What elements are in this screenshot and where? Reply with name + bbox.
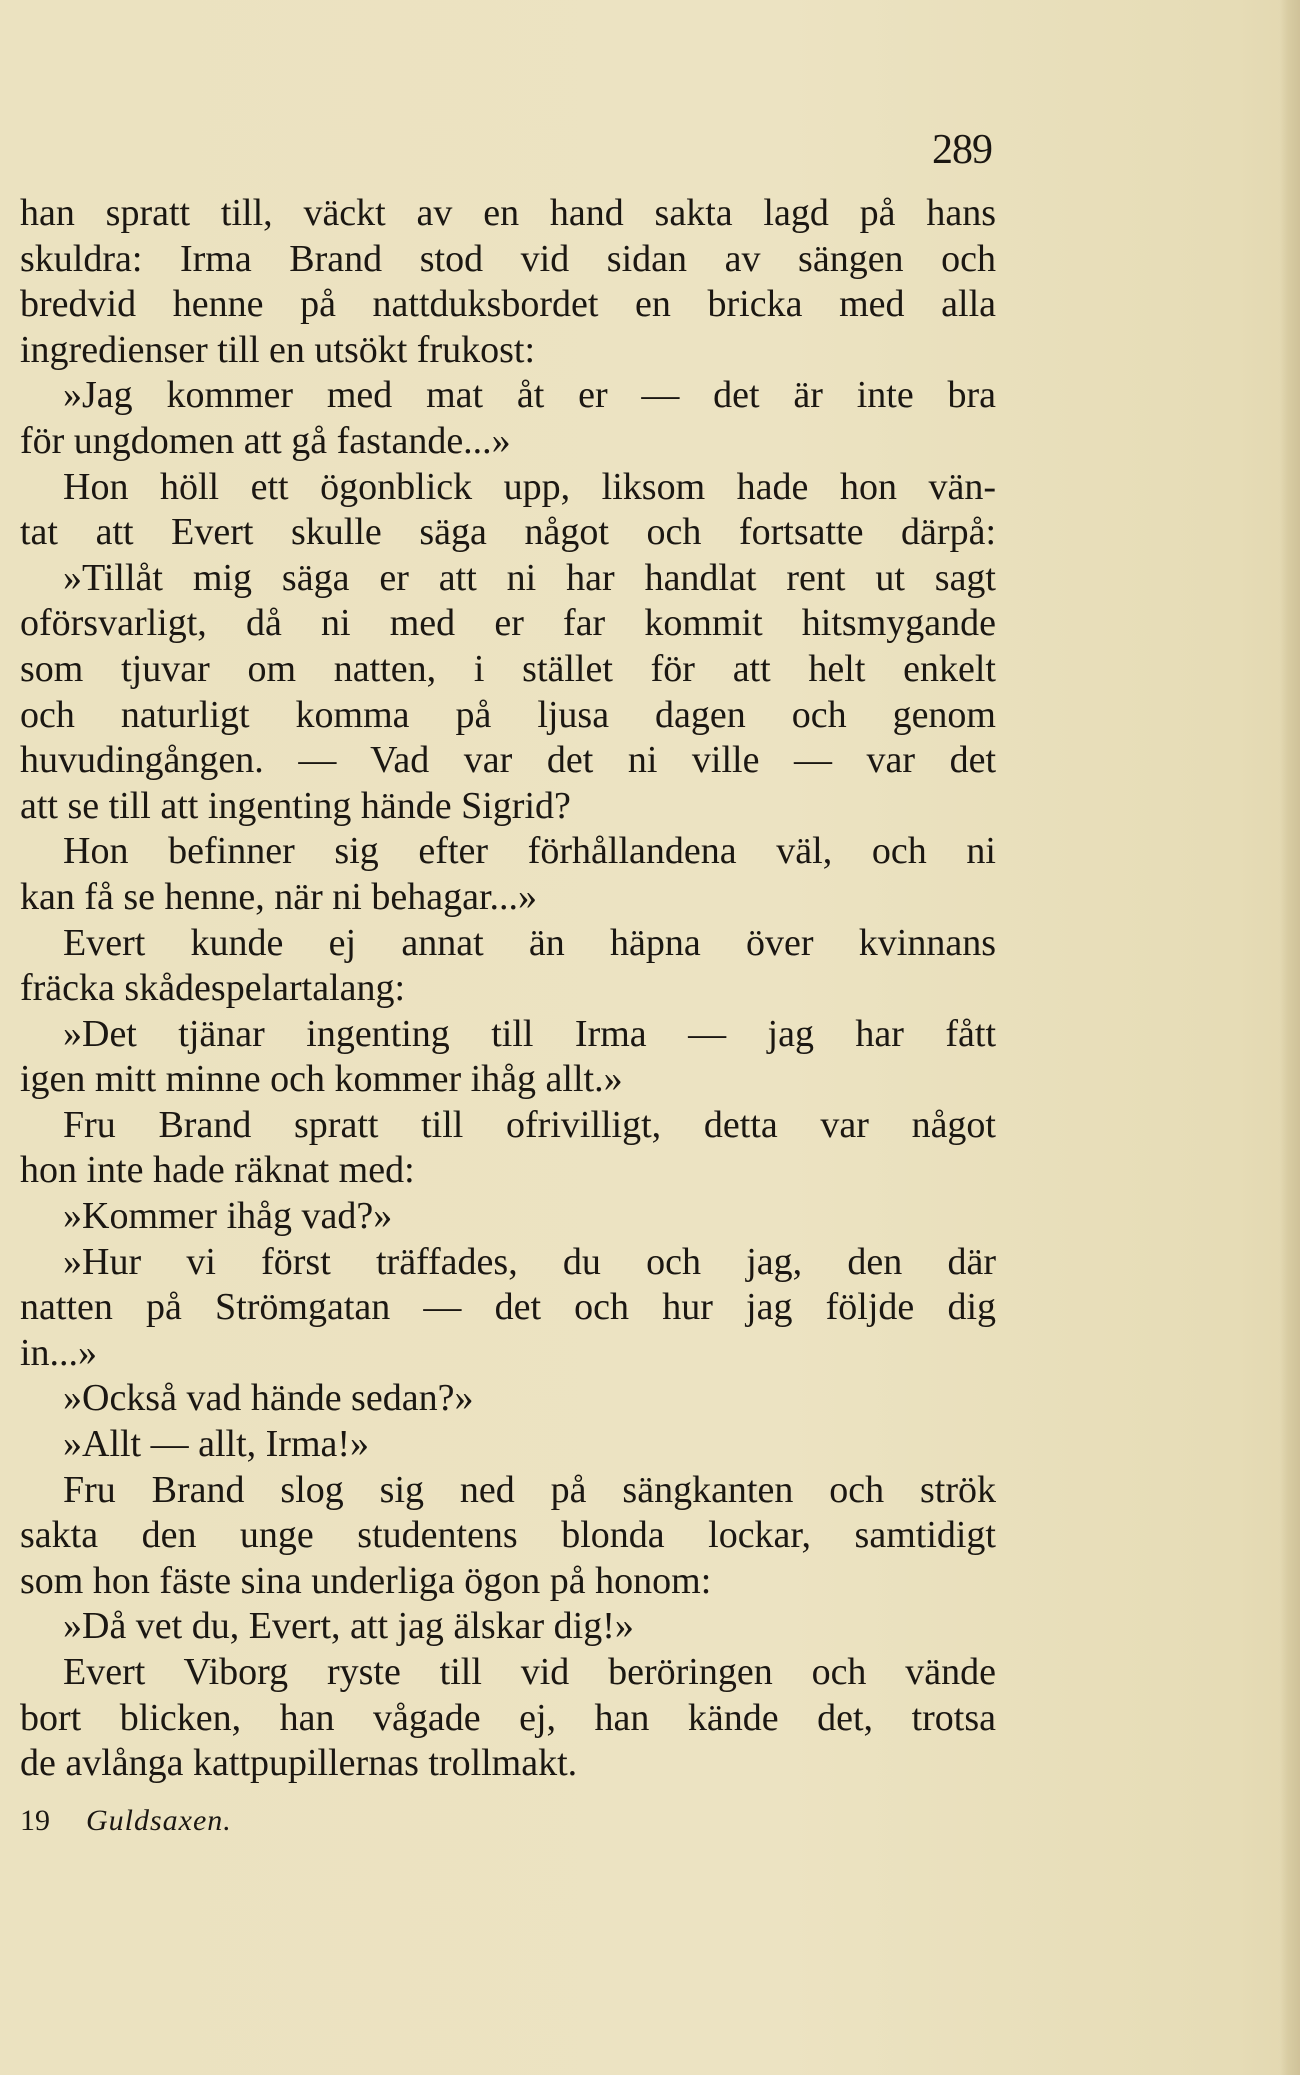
text-line: »Allt — allt, Irma!»: [63, 1423, 370, 1466]
text-line: han spratt till, väckt av en hand sakta lagd på hans: [20, 192, 996, 234]
text-line: igen mitt minne och kommer ihåg allt.»: [20, 1058, 623, 1101]
text-line: och naturligt komma på ljusa dagen och genom: [20, 693, 996, 736]
text-line: skuldra: Irma Brand stod vid sidan av sängen och: [20, 237, 996, 280]
text-line: kan få se henne, när ni behagar...»: [20, 875, 538, 918]
text-line: in...»: [20, 1331, 98, 1374]
text-line: bort blicken, han vågade ej, han kände det, trotsa: [20, 1696, 996, 1739]
text-line: »Tillåt mig säga er att ni har handlat rent ut sagt: [63, 556, 996, 599]
text-line: sakta den unge studentens blonda lockar, samtidigt: [20, 1514, 996, 1557]
text-line: »Kommer ihåg vad?»: [63, 1195, 393, 1238]
text-line: bredvid henne på nattduksbordet en bricka med alla: [20, 283, 996, 326]
text-line: de avlånga kattpupillernas trollmakt.: [20, 1742, 578, 1785]
text-line: som hon fäste sina underliga ögon på honom:: [20, 1559, 712, 1602]
text-line: tat att Evert skulle säga något och fortsatte därpå:: [20, 511, 996, 554]
text-line: »Då vet du, Evert, att jag älskar dig!»: [63, 1605, 634, 1648]
text-line: Evert Viborg ryste till vid beröringen och vände: [63, 1651, 996, 1693]
text-line: Fru Brand spratt till ofrivilligt, detta var något: [63, 1103, 996, 1146]
text-line: oförsvarligt, då ni med er far kommit hitsmygande: [20, 602, 996, 645]
body-text: [20, 191, 996, 1787]
text-line: »Också vad hände sedan?»: [63, 1377, 474, 1420]
text-line: »Hur vi först träffades, du och jag, den där: [63, 1240, 996, 1283]
text-line: Hon höll ett ögonblick upp, liksom hade hon vän-: [63, 465, 996, 508]
text-line: ingredienser till en utsökt frukost:: [20, 328, 536, 371]
text-line: hon inte hade räknat med:: [20, 1149, 415, 1192]
text-line: Hon befinner sig efter förhållandena väl, och ni: [63, 830, 996, 873]
text-line: natten på Strömgatan — det och hur jag följde dig: [20, 1286, 996, 1329]
page-footer: [20, 1801, 232, 1841]
text-line: fräcka skådespelartalang:: [20, 967, 406, 1010]
text-line: att se till att ingenting hände Sigrid?: [20, 784, 571, 827]
book-title: Guldsaxen.: [86, 1804, 232, 1837]
text-line: som tjuvar om natten, i stället för att helt enkelt: [20, 647, 996, 690]
text-line: huvudingången. — Vad var det ni ville — var det: [20, 739, 996, 782]
text-line: Fru Brand slog sig ned på sängkanten och strök: [63, 1468, 996, 1511]
text-line: för ungdomen att gå fastande...»: [20, 419, 511, 462]
text-line: »Jag kommer med mat åt er — det är inte bra: [63, 374, 996, 417]
text-line: Evert kunde ej annat än häpna över kvinnans: [63, 921, 996, 964]
page-number: 289: [932, 127, 992, 173]
signature-mark: 19: [20, 1804, 50, 1837]
text-line: »Det tjänar ingenting till Irma — jag har fått: [63, 1012, 996, 1055]
page-edge-shadow: [1280, 0, 1300, 2075]
